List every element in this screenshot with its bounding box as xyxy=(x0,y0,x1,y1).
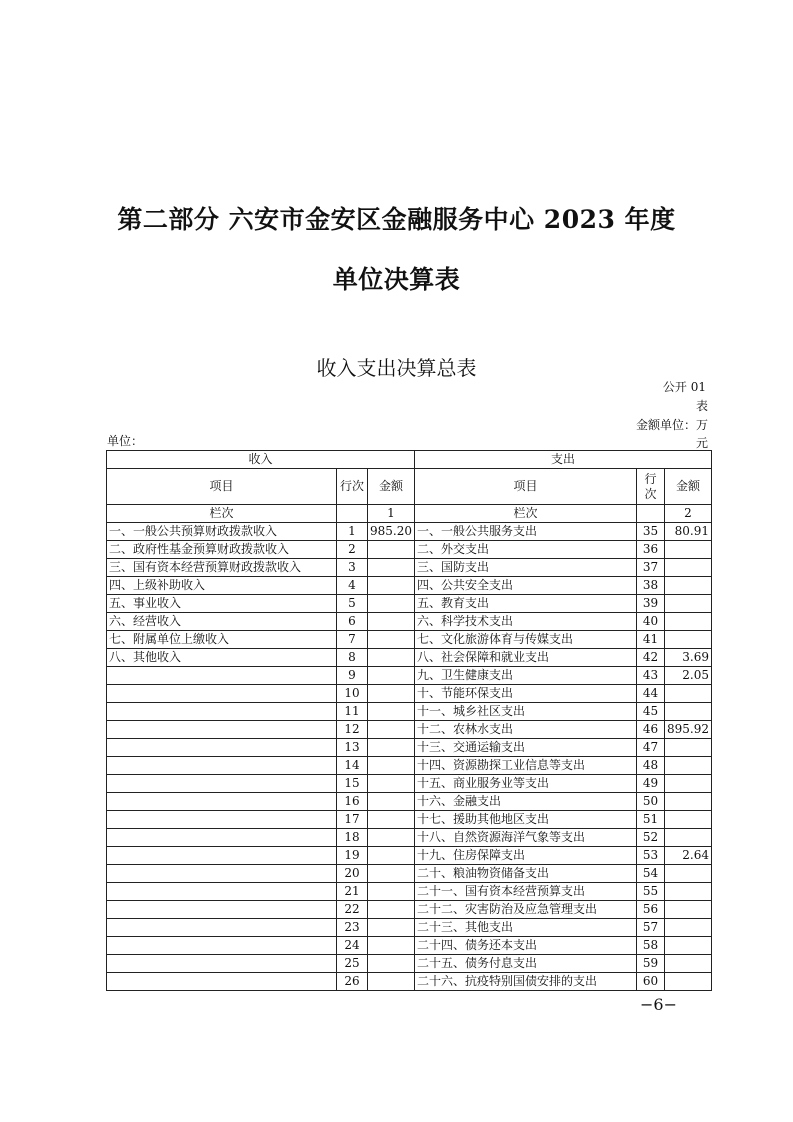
income-rowno-cell: 4 xyxy=(337,577,368,595)
table-row xyxy=(107,793,712,811)
income-rowno-cell: 11 xyxy=(337,703,368,721)
income-item-cell xyxy=(107,775,337,793)
income-amount-cell xyxy=(368,775,415,793)
expense-col-label: 栏次 xyxy=(415,505,637,523)
expense-col-blank xyxy=(637,505,665,523)
header-row-sections xyxy=(107,451,712,469)
income-item-cell: 二、政府性基金预算财政拨款收入 xyxy=(107,541,337,559)
income-rowno-cell: 13 xyxy=(337,739,368,757)
table-row xyxy=(107,613,712,631)
expense-rowno-cell: 59 xyxy=(637,955,665,973)
income-item-cell xyxy=(107,721,337,739)
expense-item-cell: 六、科学技术支出 xyxy=(415,613,637,631)
expense-item-cell: 二十、粮油物资储备支出 xyxy=(415,865,637,883)
income-item-cell: 六、经营收入 xyxy=(107,613,337,631)
income-amount-cell xyxy=(368,613,415,631)
expense-amount-cell xyxy=(665,973,712,991)
document-title-line2: 单位决算表 xyxy=(332,265,461,294)
table-row xyxy=(107,865,712,883)
expense-amount-cell xyxy=(665,559,712,577)
income-amount-cell xyxy=(368,559,415,577)
income-item-cell xyxy=(107,685,337,703)
amount-unit-suffix: 元 xyxy=(695,436,708,450)
income-rowno-cell: 2 xyxy=(337,541,368,559)
income-rowno-cell: 6 xyxy=(337,613,368,631)
income-rowno-header: 行次 xyxy=(337,469,368,505)
expense-item-cell: 二十五、债务付息支出 xyxy=(415,955,637,973)
table-title: 收入支出决算总表 xyxy=(316,356,477,380)
expense-amount-cell: 2.64 xyxy=(665,847,712,865)
income-item-cell xyxy=(107,757,337,775)
income-rowno-cell: 23 xyxy=(337,919,368,937)
income-amount-header: 金额 xyxy=(368,469,415,505)
expense-rowno-cell: 55 xyxy=(637,883,665,901)
header-row-column-index xyxy=(107,505,712,523)
income-rowno-cell: 12 xyxy=(337,721,368,739)
expense-item-cell: 十三、交通运输支出 xyxy=(415,739,637,757)
expense-rowno-cell: 56 xyxy=(637,901,665,919)
income-rowno-cell: 7 xyxy=(337,631,368,649)
page-number: −6− xyxy=(640,995,677,1014)
header-row-columns xyxy=(107,469,712,505)
amount-unit-label: 金额单位：万 xyxy=(635,418,708,432)
income-item-cell: 八、其他收入 xyxy=(107,649,337,667)
expense-item-cell: 二十一、国有资本经营预算支出 xyxy=(415,883,637,901)
expense-amount-cell: 2.05 xyxy=(665,667,712,685)
income-amount-cell xyxy=(368,631,415,649)
expense-rowno-header-top: 行 xyxy=(644,471,657,486)
expense-amount-cell: 80.91 xyxy=(665,523,712,541)
expense-amount-cell xyxy=(665,541,712,559)
expense-item-cell: 一、一般公共服务支出 xyxy=(415,523,637,541)
expense-item-cell: 二十四、债务还本支出 xyxy=(415,937,637,955)
income-item-cell: 一、一般公共预算财政拨款收入 xyxy=(107,523,337,541)
income-rowno-cell: 24 xyxy=(337,937,368,955)
income-item-cell xyxy=(107,811,337,829)
income-rowno-cell: 14 xyxy=(337,757,368,775)
expense-amount-cell xyxy=(665,577,712,595)
expense-rowno-cell: 35 xyxy=(637,523,665,541)
expense-rowno-cell: 50 xyxy=(637,793,665,811)
expense-amount-header: 金额 xyxy=(665,469,712,505)
expense-amount-cell xyxy=(665,883,712,901)
income-item-cell xyxy=(107,901,337,919)
income-amount-cell: 985.20 xyxy=(368,523,415,541)
expense-item-cell: 十八、自然资源海洋气象等支出 xyxy=(415,829,637,847)
income-rowno-cell: 17 xyxy=(337,811,368,829)
income-rowno-cell: 21 xyxy=(337,883,368,901)
expense-rowno-cell: 41 xyxy=(637,631,665,649)
income-amount-cell xyxy=(368,721,415,739)
expense-item-cell: 十九、住房保障支出 xyxy=(415,847,637,865)
expense-amount-cell xyxy=(665,793,712,811)
table-code: 公开 01 xyxy=(662,380,706,394)
table-row xyxy=(107,703,712,721)
expense-item-cell: 九、卫生健康支出 xyxy=(415,667,637,685)
income-rowno-cell: 5 xyxy=(337,595,368,613)
expense-amount-cell xyxy=(665,919,712,937)
income-amount-cell xyxy=(368,829,415,847)
table-row xyxy=(107,901,712,919)
expense-rowno-cell: 48 xyxy=(637,757,665,775)
expense-amount-cell xyxy=(665,595,712,613)
income-item-cell xyxy=(107,883,337,901)
expense-rowno-cell: 54 xyxy=(637,865,665,883)
expense-item-header: 项目 xyxy=(415,469,637,505)
expense-rowno-cell: 51 xyxy=(637,811,665,829)
expense-amount-cell: 895.92 xyxy=(665,721,712,739)
table-row xyxy=(107,559,712,577)
expense-amount-cell xyxy=(665,631,712,649)
income-item-cell xyxy=(107,973,337,991)
income-rowno-cell: 19 xyxy=(337,847,368,865)
expense-amount-cell xyxy=(665,901,712,919)
expense-rowno-header xyxy=(637,469,665,505)
income-amount-cell xyxy=(368,901,415,919)
expense-item-cell: 二、外交支出 xyxy=(415,541,637,559)
expense-item-cell: 二十三、其他支出 xyxy=(415,919,637,937)
expense-rowno-cell: 58 xyxy=(637,937,665,955)
income-amount-cell xyxy=(368,937,415,955)
income-amount-cell xyxy=(368,973,415,991)
income-item-header: 项目 xyxy=(107,469,337,505)
income-amount-cell xyxy=(368,667,415,685)
income-rowno-cell: 22 xyxy=(337,901,368,919)
income-amount-cell xyxy=(368,757,415,775)
expense-amount-cell xyxy=(665,703,712,721)
expense-header: 支出 xyxy=(415,451,712,469)
table-row xyxy=(107,829,712,847)
table-row xyxy=(107,811,712,829)
table-row xyxy=(107,739,712,757)
income-amount-cell xyxy=(368,865,415,883)
expense-amount-cell xyxy=(665,757,712,775)
expense-item-cell: 十六、金融支出 xyxy=(415,793,637,811)
income-amount-cell xyxy=(368,793,415,811)
expense-item-cell: 十二、农林水支出 xyxy=(415,721,637,739)
table-row xyxy=(107,757,712,775)
table-code-suffix: 表 xyxy=(695,399,708,413)
income-amount-cell xyxy=(368,703,415,721)
expense-amount-cell xyxy=(665,739,712,757)
table-row xyxy=(107,667,712,685)
expense-rowno-cell: 45 xyxy=(637,703,665,721)
expense-rowno-cell: 40 xyxy=(637,613,665,631)
income-item-cell: 七、附属单位上缴收入 xyxy=(107,631,337,649)
table-row xyxy=(107,685,712,703)
income-amount-cell xyxy=(368,847,415,865)
table-row xyxy=(107,955,712,973)
income-amount-cell xyxy=(368,577,415,595)
income-item-cell xyxy=(107,955,337,973)
expense-item-cell: 四、公共安全支出 xyxy=(415,577,637,595)
income-amount-cell xyxy=(368,541,415,559)
expense-rowno-cell: 49 xyxy=(637,775,665,793)
income-header: 收入 xyxy=(107,451,415,469)
income-expense-table xyxy=(106,450,712,991)
expense-amount-cell xyxy=(665,811,712,829)
income-amount-cell xyxy=(368,811,415,829)
expense-item-cell: 十一、城乡社区支出 xyxy=(415,703,637,721)
income-col-blank xyxy=(337,505,368,523)
expense-amount-cell xyxy=(665,685,712,703)
expense-rowno-cell: 37 xyxy=(637,559,665,577)
expense-item-cell: 十七、援助其他地区支出 xyxy=(415,811,637,829)
table-row xyxy=(107,631,712,649)
income-item-cell xyxy=(107,739,337,757)
expense-col-index: 2 xyxy=(665,505,712,523)
income-item-cell: 五、事业收入 xyxy=(107,595,337,613)
expense-amount-cell xyxy=(665,955,712,973)
expense-rowno-cell: 57 xyxy=(637,919,665,937)
income-item-cell xyxy=(107,667,337,685)
income-item-cell: 三、国有资本经营预算财政拨款收入 xyxy=(107,559,337,577)
expense-rowno-cell: 46 xyxy=(637,721,665,739)
table-row xyxy=(107,883,712,901)
table-row xyxy=(107,721,712,739)
expense-item-cell: 十、节能环保支出 xyxy=(415,685,637,703)
table-row xyxy=(107,775,712,793)
income-item-cell: 四、上级补助收入 xyxy=(107,577,337,595)
income-item-cell xyxy=(107,829,337,847)
expense-rowno-cell: 44 xyxy=(637,685,665,703)
income-item-cell xyxy=(107,703,337,721)
table-row xyxy=(107,595,712,613)
table-row xyxy=(107,937,712,955)
table-row xyxy=(107,649,712,667)
income-rowno-cell: 16 xyxy=(337,793,368,811)
income-rowno-cell: 3 xyxy=(337,559,368,577)
expense-item-cell: 五、教育支出 xyxy=(415,595,637,613)
expense-amount-cell xyxy=(665,775,712,793)
income-rowno-cell: 15 xyxy=(337,775,368,793)
income-amount-cell xyxy=(368,649,415,667)
expense-amount-cell: 3.69 xyxy=(665,649,712,667)
income-amount-cell xyxy=(368,739,415,757)
org-label: 单位： xyxy=(107,434,144,448)
income-rowno-cell: 25 xyxy=(337,955,368,973)
expense-item-cell: 二十二、灾害防治及应急管理支出 xyxy=(415,901,637,919)
income-item-cell xyxy=(107,919,337,937)
expense-rowno-cell: 38 xyxy=(637,577,665,595)
income-item-cell xyxy=(107,937,337,955)
income-rowno-cell: 1 xyxy=(337,523,368,541)
expense-amount-cell xyxy=(665,829,712,847)
income-rowno-cell: 20 xyxy=(337,865,368,883)
expense-rowno-cell: 42 xyxy=(637,649,665,667)
income-item-cell xyxy=(107,865,337,883)
expense-item-cell: 七、文化旅游体育与传媒支出 xyxy=(415,631,637,649)
expense-rowno-cell: 47 xyxy=(637,739,665,757)
income-item-cell xyxy=(107,793,337,811)
expense-rowno-cell: 43 xyxy=(637,667,665,685)
table-row xyxy=(107,577,712,595)
expense-amount-cell xyxy=(665,865,712,883)
expense-rowno-cell: 53 xyxy=(637,847,665,865)
expense-amount-cell xyxy=(665,937,712,955)
expense-rowno-cell: 36 xyxy=(637,541,665,559)
income-rowno-cell: 9 xyxy=(337,667,368,685)
income-amount-cell xyxy=(368,955,415,973)
table-row xyxy=(107,919,712,937)
expense-rowno-header-bottom: 次 xyxy=(644,486,657,501)
expense-item-cell: 三、国防支出 xyxy=(415,559,637,577)
expense-rowno-cell: 52 xyxy=(637,829,665,847)
table-row xyxy=(107,847,712,865)
expense-item-cell: 八、社会保障和就业支出 xyxy=(415,649,637,667)
income-amount-cell xyxy=(368,919,415,937)
table-row xyxy=(107,541,712,559)
income-col-label: 栏次 xyxy=(107,505,337,523)
table-row xyxy=(107,523,712,541)
income-item-cell xyxy=(107,847,337,865)
expense-item-cell: 十四、资源勘探工业信息等支出 xyxy=(415,757,637,775)
expense-item-cell: 二十六、抗疫特别国债安排的支出 xyxy=(415,973,637,991)
expense-rowno-cell: 39 xyxy=(637,595,665,613)
expense-item-cell: 十五、商业服务业等支出 xyxy=(415,775,637,793)
income-amount-cell xyxy=(368,883,415,901)
document-title-line1: 第二部分 六安市金安区金融服务中心 2023 年度 xyxy=(117,205,676,234)
income-amount-cell xyxy=(368,595,415,613)
expense-amount-cell xyxy=(665,613,712,631)
income-rowno-cell: 18 xyxy=(337,829,368,847)
income-col-index: 1 xyxy=(368,505,415,523)
income-amount-cell xyxy=(368,685,415,703)
income-rowno-cell: 8 xyxy=(337,649,368,667)
expense-rowno-cell: 60 xyxy=(637,973,665,991)
table-row xyxy=(107,973,712,991)
income-rowno-cell: 10 xyxy=(337,685,368,703)
income-rowno-cell: 26 xyxy=(337,973,368,991)
